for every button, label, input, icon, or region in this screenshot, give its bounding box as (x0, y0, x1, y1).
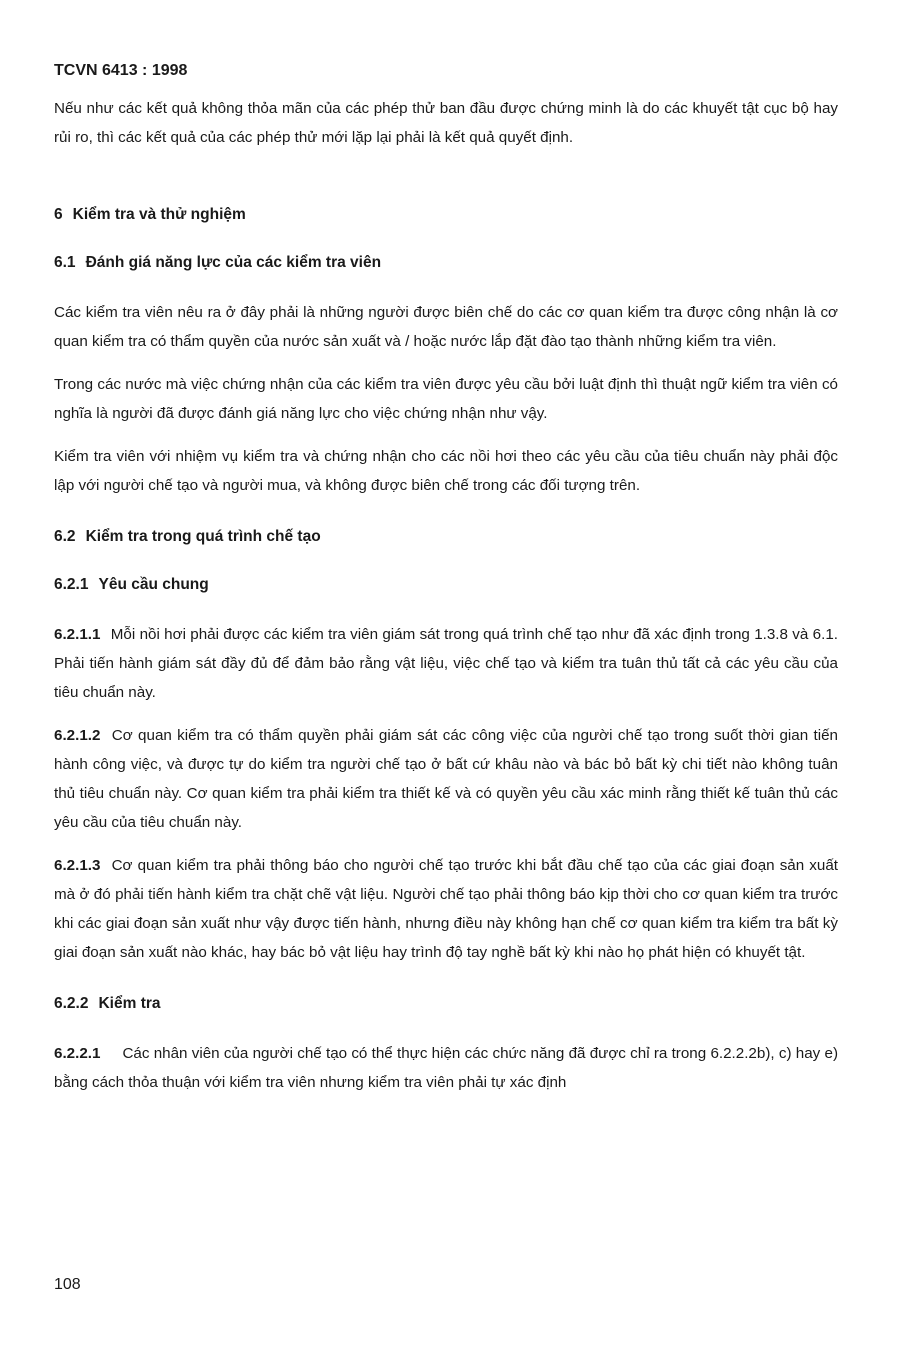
page-number: 108 (54, 1276, 81, 1293)
section-6-title: Kiểm tra và thử nghiệm (72, 206, 246, 223)
standard-code: TCVN 6413 : 1998 (54, 62, 188, 79)
clause-number: 6.2.2.1 (54, 1045, 101, 1062)
section-6-1-paragraph: Các kiểm tra viên nêu ra ở đây phải là những người được biên chế do các cơ quan kiểm tra được công nhận là cơ quan kiểm tra có thẩm quyền của nước sản xuất và / hoặc nước lắp đặt đào tạo thành những kiểm tra viên. (54, 304, 838, 350)
section-6-1-number: 6.1 (54, 254, 76, 271)
clause-number: 6.2.1.2 (54, 727, 101, 744)
clause-6-2-1-3 (54, 851, 838, 967)
clause-text: Mỗi nồi hơi phải được các kiểm tra viên giám sát trong quá trình chế tạo như đã xác định trong 1.3.8 và 6.1. Phải tiến hành giám sát đầy đủ để đảm bảo rằng vật liệu, việc chế tạo và kiểm tra tuân thủ tất cả các yêu cầu của tiêu chuẩn này. (54, 626, 838, 701)
section-6-2-1-title: Yêu cầu chung (98, 576, 209, 593)
document-page (54, 62, 838, 1097)
section-6-2-2-number: 6.2.2 (54, 995, 89, 1012)
clause-number: 6.2.1.1 (54, 626, 101, 643)
section-6-2-2-title: Kiểm tra (98, 995, 161, 1012)
section-6-heading (54, 204, 838, 226)
section-6-1-paragraph: Trong các nước mà việc chứng nhận của các kiểm tra viên được yêu cầu bởi luật định thì thuật ngữ kiểm tra viên có nghĩa là người đã được đánh giá năng lực cho việc chứng nhận như vậy. (54, 376, 838, 422)
clause-6-2-1-2 (54, 721, 838, 837)
clause-text: Cơ quan kiểm tra có thẩm quyền phải giám sát các công việc của người chế tạo trong suốt thời gian tiến hành công việc, và được tự do kiểm tra người chế tạo ở bất cứ khâu nào và bác bỏ bất kỳ chi tiết nào không tuân thủ tiêu chuẩn này. Cơ quan kiểm tra phải kiểm tra thiết kế và có quyền yêu cầu xác minh rằng thiết kế tuân thủ các yêu cầu của tiêu chuẩn này. (54, 727, 838, 831)
clause-number: 6.2.1.3 (54, 857, 101, 874)
section-6-2-title: Kiểm tra trong quá trình chế tạo (85, 528, 321, 545)
section-6-2-1-heading (54, 574, 838, 596)
section-6-1-title: Đánh giá năng lực của các kiểm tra viên (85, 254, 382, 271)
clause-text: Cơ quan kiểm tra phải thông báo cho người chế tạo trước khi bắt đầu chế tạo của các giai đoạn sản xuất mà ở đó phải tiến hành kiểm tra chặt chẽ vật liệu. Người chế tạo phải thông báo kịp thời cho cơ quan kiểm tra trước khi các giai đoạn sản xuất như vậy được tiến hành, nhưng điều này không hạn chế cơ quan kiểm tra kiểm tra bất kỳ giai đoạn sản xuất nào khác, hay bác bỏ vật liệu hay trình độ tay nghề bất kỳ khi nào họ phát hiện có khuyết tật. (54, 857, 838, 961)
clause-text: Các nhân viên của người chế tạo có thể thực hiện các chức năng đã được chỉ ra trong 6.2.2.2b), c) hay e) bằng cách thỏa thuận với kiểm tra viên nhưng kiểm tra viên phải tự xác định (54, 1045, 838, 1091)
clause-6-2-1-1 (54, 620, 838, 707)
section-6-2-number: 6.2 (54, 528, 76, 545)
clause-6-2-2-1 (54, 1039, 838, 1097)
section-6-2-heading (54, 526, 838, 548)
section-6-2-2-heading (54, 993, 838, 1015)
section-6-1-heading (54, 252, 838, 274)
section-6-2-1-number: 6.2.1 (54, 576, 89, 593)
intro-paragraph: Nếu như các kết quả không thỏa mãn của các phép thử ban đầu được chứng minh là do các khuyết tật cục bộ hay rủi ro, thì các kết quả của các phép thử mới lặp lại phải là kết quả quyết định. (54, 100, 838, 146)
section-6-1-paragraph: Kiểm tra viên với nhiệm vụ kiểm tra và chứng nhận cho các nồi hơi theo các yêu cầu của tiêu chuẩn này phải độc lập với người chế tạo và người mua, và không được biên chế trong các đối tượng trên. (54, 448, 838, 494)
section-6-number: 6 (54, 206, 63, 223)
